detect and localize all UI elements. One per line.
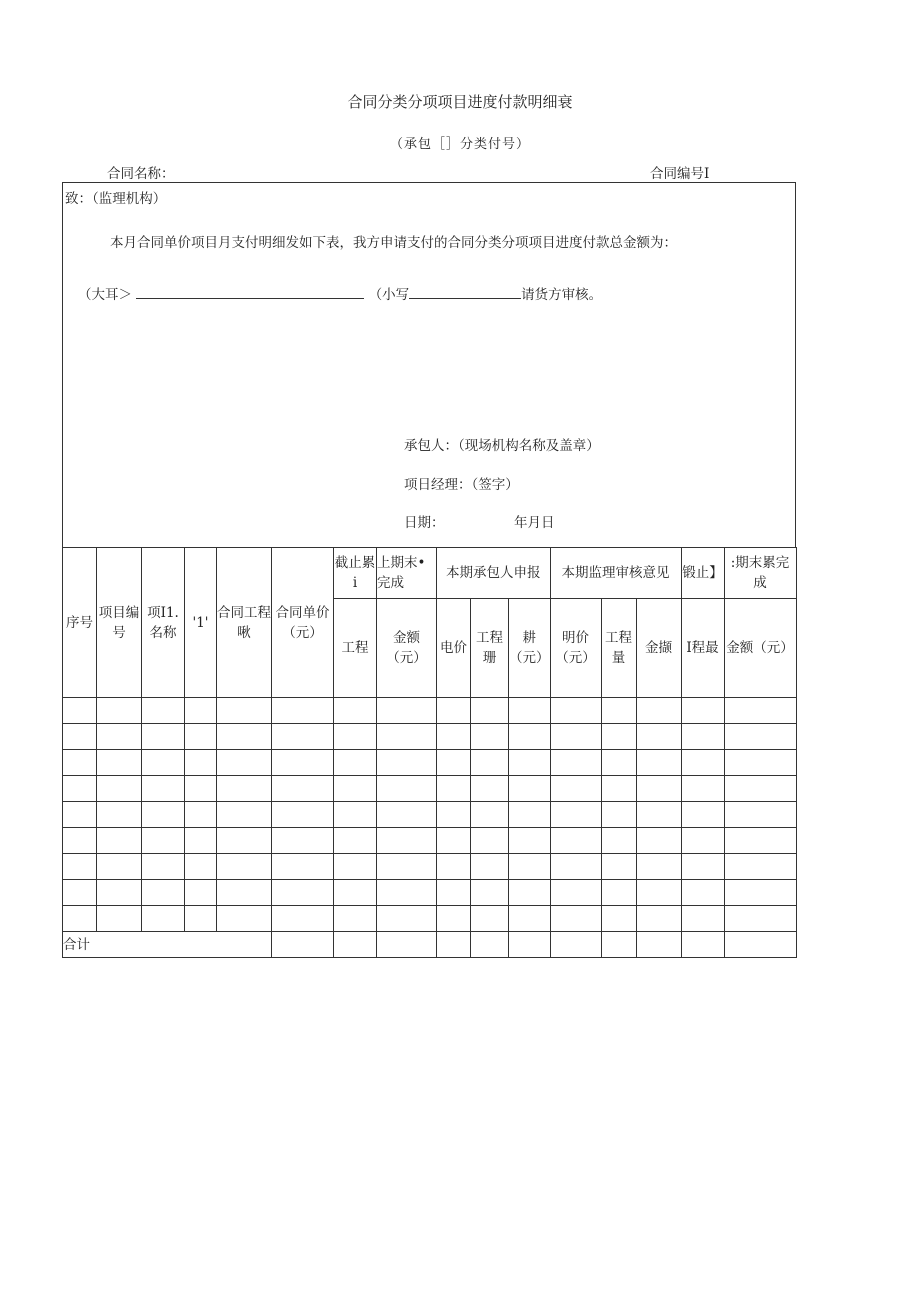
table-row: [63, 698, 797, 724]
table-cell[interactable]: [471, 724, 509, 750]
table-cell[interactable]: [217, 854, 272, 880]
header-contract-quantity: 合同工程啾: [217, 548, 272, 698]
table-cell[interactable]: [509, 724, 551, 750]
table-cell[interactable]: [377, 854, 437, 880]
table-cell[interactable]: [272, 828, 334, 854]
header-amount-c: 金撷: [636, 599, 681, 698]
application-letter: [62, 182, 796, 547]
table-cell[interactable]: [681, 854, 724, 880]
table-cell[interactable]: [63, 828, 97, 854]
table-cell[interactable]: [63, 854, 97, 880]
table-cell[interactable]: [509, 802, 551, 828]
table-cell[interactable]: [509, 854, 551, 880]
contractor-signature-label: 承包人：（现场机构名称及盖章）: [404, 438, 600, 454]
total-cell[interactable]: [636, 932, 681, 958]
table-cell[interactable]: [550, 854, 601, 880]
table-row: [63, 776, 797, 802]
page-title: 合同分类分项项目进度付款明细衰: [347, 93, 573, 111]
table-cell[interactable]: [601, 880, 636, 906]
table-row: [63, 750, 797, 776]
table-cell[interactable]: [63, 906, 97, 932]
table-cell[interactable]: [217, 828, 272, 854]
table-cell[interactable]: [97, 906, 142, 932]
table-cell[interactable]: [185, 802, 217, 828]
table-cell[interactable]: [334, 828, 377, 854]
table-cell[interactable]: [272, 776, 334, 802]
table-cell[interactable]: [142, 698, 185, 724]
header-cutoff: 截止累i: [334, 548, 377, 599]
table-cell[interactable]: [185, 906, 217, 932]
table-cell[interactable]: [636, 906, 681, 932]
total-cell[interactable]: [334, 932, 377, 958]
table-cell[interactable]: [550, 724, 601, 750]
table-cell[interactable]: [550, 750, 601, 776]
table-cell[interactable]: [377, 750, 437, 776]
table-cell[interactable]: [377, 906, 437, 932]
table-cell[interactable]: [142, 854, 185, 880]
amount-lower-field[interactable]: [409, 285, 521, 299]
table-cell[interactable]: [97, 750, 142, 776]
table-cell[interactable]: [63, 698, 97, 724]
header-amount-d: 金额（元）: [724, 599, 796, 698]
table-cell[interactable]: [437, 854, 471, 880]
header-forge: 锻止】: [681, 548, 724, 599]
table-cell[interactable]: [724, 776, 796, 802]
table-cell[interactable]: [334, 776, 377, 802]
amount-upper-label: （大耳＞: [78, 287, 132, 303]
total-cell[interactable]: [601, 932, 636, 958]
table-cell[interactable]: [636, 776, 681, 802]
table-cell[interactable]: [681, 880, 724, 906]
table-cell[interactable]: [509, 906, 551, 932]
table-cell[interactable]: [471, 776, 509, 802]
table-cell[interactable]: [550, 828, 601, 854]
header-previous-cumulative: 上期末•完成: [377, 548, 437, 599]
table-cell[interactable]: [334, 880, 377, 906]
header-seq: 序号: [63, 548, 97, 698]
table-cell[interactable]: [724, 880, 796, 906]
table-cell[interactable]: [142, 802, 185, 828]
table-cell[interactable]: [437, 750, 471, 776]
table-cell[interactable]: [217, 776, 272, 802]
table-cell[interactable]: [601, 724, 636, 750]
table-cell[interactable]: [97, 776, 142, 802]
table-cell[interactable]: [471, 854, 509, 880]
table-cell[interactable]: [636, 724, 681, 750]
payment-detail-table: [62, 547, 797, 958]
table-cell[interactable]: [334, 750, 377, 776]
table-cell[interactable]: [272, 698, 334, 724]
header-work-quantity-b: 工程珊: [471, 599, 509, 698]
total-cell[interactable]: [471, 932, 509, 958]
table-cell[interactable]: [272, 750, 334, 776]
table-cell[interactable]: [681, 906, 724, 932]
table-cell[interactable]: [601, 854, 636, 880]
table-cell[interactable]: [550, 880, 601, 906]
table-cell[interactable]: [601, 698, 636, 724]
table-cell[interactable]: [63, 750, 97, 776]
table-cell[interactable]: [377, 724, 437, 750]
review-request: 请货方审核。: [521, 287, 603, 303]
table-cell[interactable]: [185, 880, 217, 906]
table-cell[interactable]: [97, 854, 142, 880]
header-period-end-cumulative: :期末累完成: [724, 548, 796, 599]
header-price-b: 电价: [437, 599, 471, 698]
total-cell[interactable]: [437, 932, 471, 958]
table-cell[interactable]: [377, 880, 437, 906]
table-cell[interactable]: [377, 776, 437, 802]
table-cell[interactable]: [471, 880, 509, 906]
header-contractor-report: 本期承包人申报: [437, 548, 551, 599]
table-cell[interactable]: [185, 776, 217, 802]
table-cell[interactable]: [97, 802, 142, 828]
total-cell[interactable]: [272, 932, 334, 958]
table-cell[interactable]: [550, 802, 601, 828]
contract-number-label: 合同编号I: [650, 166, 710, 182]
table-cell[interactable]: [142, 828, 185, 854]
table-body: [63, 698, 797, 932]
header-work-quantity-d: I程最: [681, 599, 724, 698]
letter-body: 本月合同单价项目月支付明细发如下表，我方申请支付的合同分类分项项目进度付款总金额为：: [110, 235, 677, 251]
table-cell[interactable]: [217, 880, 272, 906]
amount-lower-label: （小写: [368, 287, 410, 303]
table-cell[interactable]: [437, 880, 471, 906]
table-cell[interactable]: [217, 724, 272, 750]
table-cell[interactable]: [601, 802, 636, 828]
table-cell[interactable]: [63, 776, 97, 802]
table-cell[interactable]: [185, 750, 217, 776]
table-cell[interactable]: [681, 750, 724, 776]
table-cell[interactable]: [471, 828, 509, 854]
table-cell[interactable]: [636, 750, 681, 776]
header-price-c: 明价（元）: [550, 599, 601, 698]
table-cell[interactable]: [272, 802, 334, 828]
table-cell[interactable]: [377, 828, 437, 854]
contract-name-label: 合同名称：: [107, 166, 175, 182]
table-cell[interactable]: [142, 776, 185, 802]
table-row: [63, 880, 797, 906]
table-cell[interactable]: [437, 724, 471, 750]
table-cell[interactable]: [334, 854, 377, 880]
table-cell[interactable]: [272, 880, 334, 906]
header-unit-price: 合同单价（元）: [272, 548, 334, 698]
table-cell[interactable]: [217, 802, 272, 828]
table-cell[interactable]: [471, 906, 509, 932]
total-cell[interactable]: [550, 932, 601, 958]
table-cell[interactable]: [681, 828, 724, 854]
table-cell[interactable]: [636, 854, 681, 880]
total-cell[interactable]: [724, 932, 796, 958]
table-cell[interactable]: [724, 750, 796, 776]
table-cell[interactable]: [550, 906, 601, 932]
table-cell[interactable]: [550, 776, 601, 802]
table-cell[interactable]: [97, 724, 142, 750]
table-cell[interactable]: [636, 880, 681, 906]
date-label: 日期：: [404, 515, 445, 531]
header-unit: '1': [185, 548, 217, 698]
table-cell[interactable]: [636, 802, 681, 828]
table-cell[interactable]: [724, 854, 796, 880]
table-cell[interactable]: [437, 906, 471, 932]
table-cell[interactable]: [636, 828, 681, 854]
table-cell[interactable]: [509, 828, 551, 854]
table-row: [63, 724, 797, 750]
table-cell[interactable]: [217, 906, 272, 932]
table-cell[interactable]: [471, 802, 509, 828]
table-cell[interactable]: [437, 776, 471, 802]
letter-addressee: 致：（监理机构）: [65, 191, 167, 207]
table-cell[interactable]: [97, 828, 142, 854]
date-value: 年月日: [514, 515, 555, 531]
table-cell[interactable]: [509, 880, 551, 906]
total-label: 合计: [63, 932, 272, 958]
table-cell[interactable]: [97, 880, 142, 906]
total-cell[interactable]: [681, 932, 724, 958]
header-item-code: 项目编号: [97, 548, 142, 698]
table-cell[interactable]: [509, 776, 551, 802]
table-cell[interactable]: [272, 724, 334, 750]
table-cell[interactable]: [509, 698, 551, 724]
table-cell[interactable]: [509, 750, 551, 776]
table-cell[interactable]: [142, 724, 185, 750]
table-cell[interactable]: [550, 698, 601, 724]
table-cell[interactable]: [217, 750, 272, 776]
table-cell[interactable]: [471, 698, 509, 724]
project-manager-label: 项日经理：（签字）: [404, 477, 519, 493]
table-cell[interactable]: [185, 698, 217, 724]
header-work-quantity-c: 工程量: [601, 599, 636, 698]
table-cell[interactable]: [724, 802, 796, 828]
table-cell[interactable]: [185, 724, 217, 750]
total-cell[interactable]: [377, 932, 437, 958]
amount-upper-field[interactable]: [136, 285, 364, 299]
header-item-name: 项I1.名称: [142, 548, 185, 698]
table-cell[interactable]: [437, 698, 471, 724]
table-cell[interactable]: [471, 750, 509, 776]
table-cell[interactable]: [142, 906, 185, 932]
table-cell[interactable]: [681, 698, 724, 724]
table-row: [63, 802, 797, 828]
table-cell[interactable]: [601, 750, 636, 776]
table-cell[interactable]: [681, 802, 724, 828]
table-cell[interactable]: [142, 750, 185, 776]
table-cell[interactable]: [217, 698, 272, 724]
table-cell[interactable]: [601, 828, 636, 854]
table-cell[interactable]: [63, 880, 97, 906]
table-cell[interactable]: [97, 698, 142, 724]
table-cell[interactable]: [681, 776, 724, 802]
table-cell[interactable]: [185, 854, 217, 880]
table-cell[interactable]: [63, 802, 97, 828]
table-cell[interactable]: [334, 698, 377, 724]
amount-line: [78, 283, 602, 303]
table-cell[interactable]: [334, 724, 377, 750]
table-cell[interactable]: [437, 828, 471, 854]
table-cell[interactable]: [377, 802, 437, 828]
header-amount-b: 耕（元）: [509, 599, 551, 698]
table-row: [63, 854, 797, 880]
total-cell[interactable]: [509, 932, 551, 958]
table-cell[interactable]: [724, 698, 796, 724]
page-subtitle: （承包［］分类付号）: [389, 137, 530, 152]
table-cell[interactable]: [334, 906, 377, 932]
table-cell[interactable]: [63, 724, 97, 750]
table-cell[interactable]: [724, 828, 796, 854]
header-amount-a: 金额（元）: [377, 599, 437, 698]
table-cell[interactable]: [636, 698, 681, 724]
table-cell[interactable]: [142, 880, 185, 906]
table-cell[interactable]: [185, 828, 217, 854]
table-cell[interactable]: [601, 906, 636, 932]
table-cell[interactable]: [377, 698, 437, 724]
table-cell[interactable]: [272, 906, 334, 932]
table-row: [63, 828, 797, 854]
table-cell[interactable]: [437, 802, 471, 828]
table-cell[interactable]: [681, 724, 724, 750]
table-cell[interactable]: [724, 724, 796, 750]
table-cell[interactable]: [601, 776, 636, 802]
table-row: [63, 906, 797, 932]
header-work-quantity-a: 工程: [334, 599, 377, 698]
header-supervisor-review: 本期监理审核意见: [550, 548, 681, 599]
table-cell[interactable]: [272, 854, 334, 880]
table-cell[interactable]: [724, 906, 796, 932]
table-cell[interactable]: [334, 802, 377, 828]
